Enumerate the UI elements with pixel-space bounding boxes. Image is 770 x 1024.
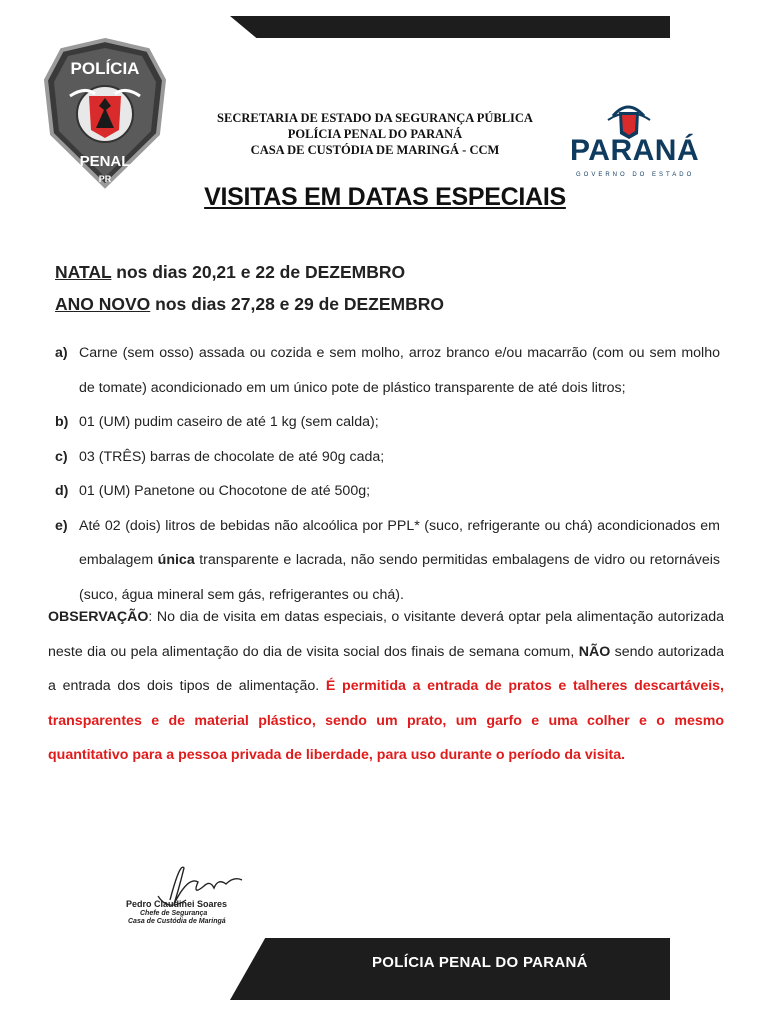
header-line-1: SECRETARIA DE ESTADO DA SEGURANÇA PÚBLICA [217,111,533,125]
signature-place: Casa de Custódia de Maringá [128,918,226,925]
date-natal [55,256,444,288]
list-item-emphasis: única [157,552,195,568]
badge-bottom-text: PENAL [79,153,131,170]
page-title: VISITAS EM DATAS ESPECIAIS [204,183,566,211]
special-dates [55,256,444,320]
allowed-items-list [55,336,720,612]
parana-logo-subtitle: GOVERNO DO ESTADO [576,172,695,178]
date-ano-novo-text: nos dias 27,28 e 29 de DEZEMBRO [150,294,445,314]
institution-header [150,110,600,158]
list-item-text: Carne (sem osso) assada ou cozida e sem molho, arroz branco e/ou macarrão (com ou sem molho de tomate) acondicionado em um único pote de plástico transparente de até dois litros; [79,345,720,396]
list-item [55,336,720,405]
list-item-marker: d) [55,483,69,499]
list-item-marker: c) [55,448,68,465]
badge-state-text: PR [98,174,112,184]
list-item [55,509,720,613]
list-item-text: 03 (TRÊS) barras de chocolate de até 90g cada; [79,448,385,465]
date-natal-label: NATAL [55,262,112,282]
header-line-3: CASA DE CUSTÓDIA DE MARINGÁ - CCM [250,143,500,157]
footer-title: POLÍCIA PENAL DO PARANÁ [372,954,588,971]
date-ano-novo-label: ANO NOVO [55,294,151,314]
signature-role: Chefe de Segurança [140,910,208,917]
parana-logo-word: PARANÁ [570,134,700,167]
list-item [55,440,720,475]
observation-label: OBSERVAÇÃO [48,609,149,625]
list-item-marker: b) [55,414,69,430]
list-item-text: 01 (UM) pudim caseiro de até 1 kg (sem calda); [79,414,379,430]
observation-text: : No dia de visita em datas especiais, o visitante deverá optar pela alimentação autorizada neste dia ou pela alimentação do dia de visita social dos finais de semana comum, [48,609,724,660]
list-item-text-cont: transparente e lacrada, não sendo permitidas embalagens de vidro ou retornáveis (suco, água mineral sem gás, refrigerantes ou chá). [79,552,720,603]
date-ano-novo [55,288,444,320]
list-item-text: Até 02 (dois) litros de bebidas não alcoólica por PPL* (suco, refrigerante ou chá) acondicionados em embalagem [79,517,720,568]
list-item [55,474,720,509]
date-natal-text: nos dias 20,21 e 22 de DEZEMBRO [111,262,406,282]
observation-nao: NÃO [578,643,611,660]
badge-top-text: POLÍCIA [70,59,140,78]
observation-text-cont: sendo autorizada a entrada dos dois tipos de alimentação. [48,643,725,694]
list-item [55,405,720,440]
list-item-marker: e) [55,517,68,534]
observation-paragraph [48,600,724,773]
signature-name: Pedro Claudinei Soares [126,899,228,909]
top-decorative-band [230,16,670,38]
list-item-marker: a) [55,345,68,361]
header-line-2: POLÍCIA PENAL DO PARANÁ [287,127,463,141]
parana-government-logo [568,96,700,188]
list-item-text: 01 (UM) Panetone ou Chocotone de até 500g; [79,483,371,499]
observation-red-notice: É permitida a entrada de pratos e talheres descartáveis, transparentes e de material plástico, sendo um prato, um garfo e uma colher e o mesmo quantitativo para a pessoa privada de liberdade, para uso durante o período da visita. [48,678,724,763]
